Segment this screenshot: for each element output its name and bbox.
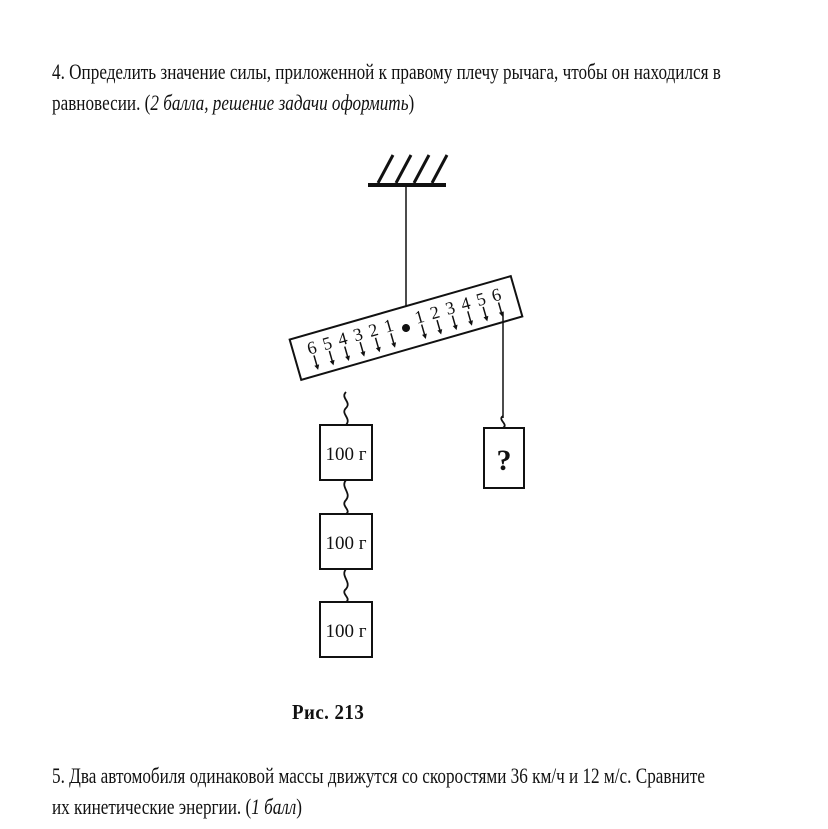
weight-2-label: 100 г <box>325 533 367 554</box>
weight-3-label: 100 г <box>325 621 367 642</box>
question-4-line-1: 4. Определить значение силы, приложенной к правому плечу рычага, чтобы он находился в <box>52 59 721 84</box>
left-scale-3-label: 3 <box>350 323 366 346</box>
left-scale-5-label: 5 <box>320 332 335 355</box>
right-scale-3-label: 3 <box>443 297 458 319</box>
ceiling-support <box>368 155 447 185</box>
figure-caption: Рис. 213 <box>292 700 365 724</box>
question-5-line-2: их кинетические энергии. (1 балл) <box>52 794 302 819</box>
right-scale-5-label: 5 <box>473 288 489 311</box>
right-scale-6-label: 6 <box>489 283 504 306</box>
question-5-line-1: 5. Два автомобиля одинаковой массы движутся со скоростями 36 км/ч и 12 м/с. Сравните <box>52 763 705 788</box>
hook-2 <box>344 480 347 514</box>
unknown-mark: ? <box>496 444 512 477</box>
question-5 <box>52 760 705 822</box>
left-scale-1-label: 1 <box>381 314 396 337</box>
left-scale-6-label: 6 <box>304 336 319 359</box>
left-weights <box>320 392 372 657</box>
left-scale-4-label: 4 <box>335 328 350 350</box>
right-scale-1-label: 1 <box>412 306 427 328</box>
left-scale-2-label: 2 <box>366 319 381 341</box>
weight-1-label: 100 г <box>325 444 367 465</box>
right-scale-4-label: 4 <box>458 292 473 315</box>
hook-1 <box>344 392 347 425</box>
question-4-line-2: равновесии. (2 балла, решение задачи оформить) <box>52 90 415 115</box>
right-scale-2-label: 2 <box>427 301 442 324</box>
hook-3 <box>344 569 347 602</box>
